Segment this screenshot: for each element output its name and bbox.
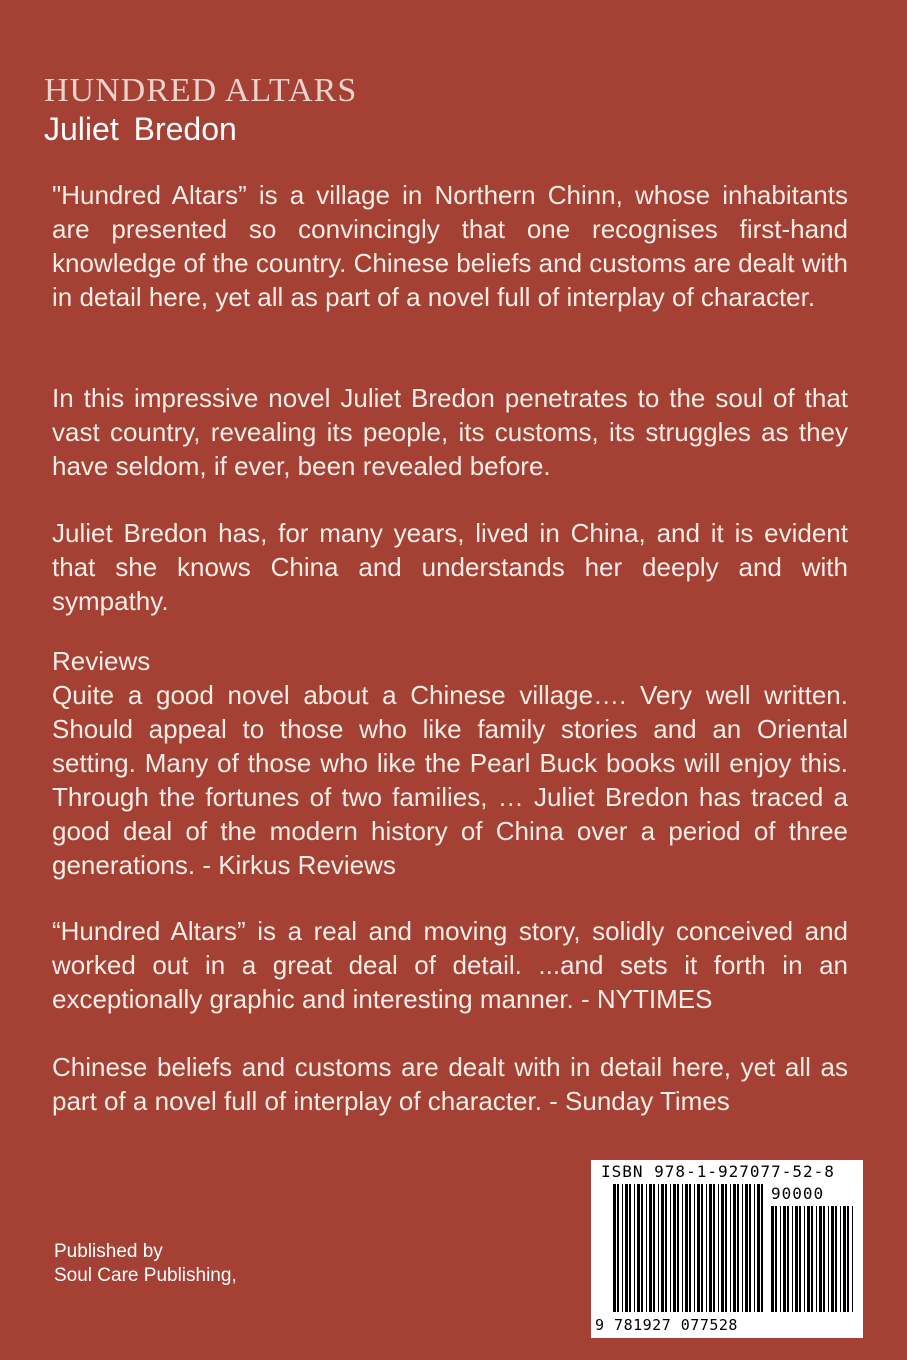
book-title: HUNDRED ALTARS xyxy=(44,72,358,109)
description-paragraph-3: Juliet Bredon has, for many years, lived in China, and it is evident that she knows China and understands her deeply and with sympathy. xyxy=(52,518,848,616)
review-nytimes: “Hundred Altars” is a real and moving story, solidly conceived and worked out in a great deal of detail. ...and sets it forth in an exceptionally graphic and interesting manner. - NYTIMES xyxy=(52,916,848,1014)
publisher-info xyxy=(54,1240,237,1288)
review-sunday-times: Chinese beliefs and customs are dealt with in detail here, yet all as part of a novel full of interplay of character. - Sunday Times xyxy=(52,1052,848,1116)
review-kirkus: Quite a good novel about a Chinese village…. Very well written. Should appeal to those who like family stories and an Oriental setting. Many of those who like the Pearl Buck books will enjoy this. Through the fortunes of two families, … Juliet Bredon has traced a good deal of the modern history of China over a period of three generations. - Kirkus Reviews xyxy=(52,680,848,880)
book-author: Juliet Bredon xyxy=(44,111,237,147)
price-code: 90000 xyxy=(771,1184,825,1203)
isbn-label: ISBN 978-1-927077-52-8 xyxy=(601,1162,835,1181)
publisher-line-2: Soul Care Publishing, xyxy=(54,1265,237,1286)
isbn-barcode xyxy=(591,1160,863,1338)
barcode-digits: 9 781927 077528 xyxy=(595,1316,738,1334)
reviews-heading: Reviews xyxy=(52,646,151,676)
description-paragraph-2: In this impressive novel Juliet Bredon penetrates to the soul of that vast country, revealing its people, its customs, its struggles as they have seldom, if ever, been revealed before. xyxy=(52,383,848,481)
description-paragraph-1: "Hundred Altars” is a village in Northern Chinn, whose inhabitants are presented so convincingly that one recognises first-hand knowledge of the country. Chinese beliefs and customs are dealt with in detail here, yet all as part of a novel full of interplay of character. xyxy=(52,180,848,312)
publisher-line-1: Published by xyxy=(54,1241,163,1262)
